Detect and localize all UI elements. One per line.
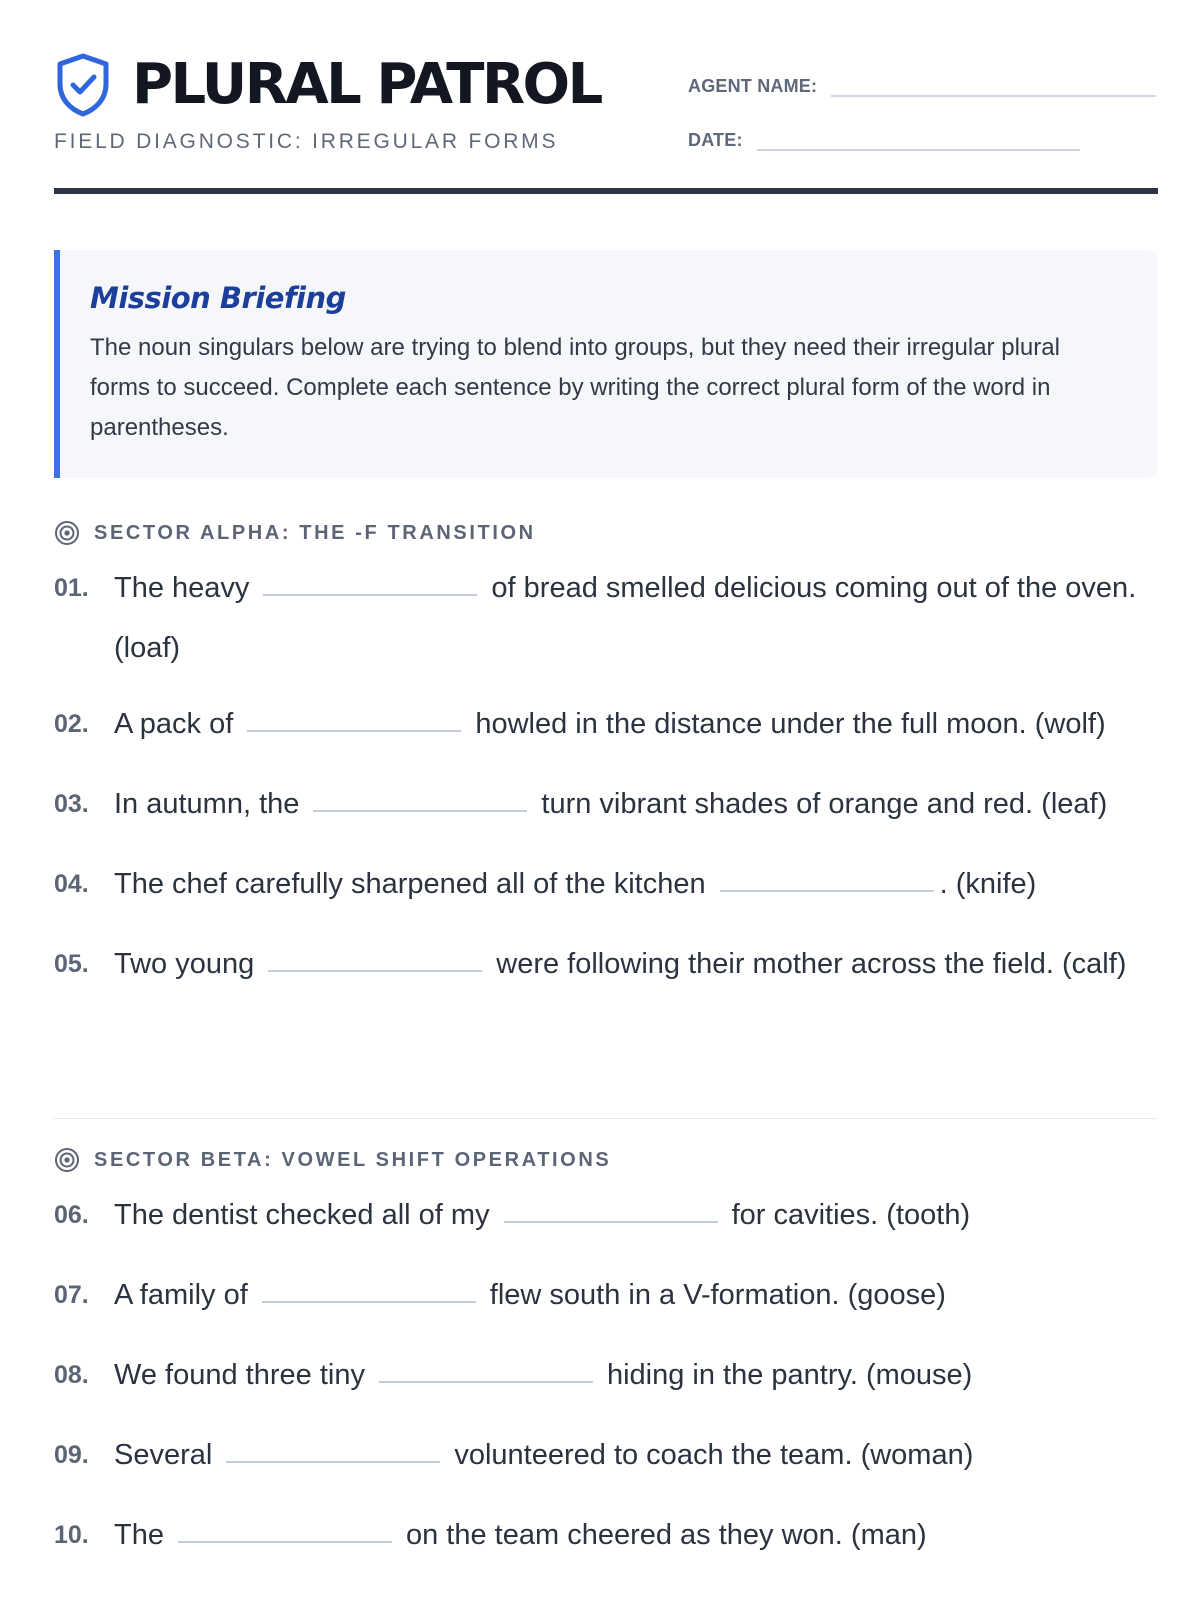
target-icon <box>54 1147 80 1173</box>
question-item <box>54 694 1158 754</box>
question-number: 07. <box>54 1281 89 1309</box>
question-number: 05. <box>54 950 89 978</box>
answer-blank[interactable] <box>720 890 934 892</box>
section-header <box>54 1145 1158 1175</box>
question-continuation: for cavities. (tooth) <box>731 1199 971 1231</box>
answer-blank[interactable] <box>504 1221 718 1223</box>
question-text <box>114 558 1158 678</box>
answer-blank[interactable] <box>262 1301 476 1303</box>
question-continuation: of bread smelled delicious coming out of the oven. (loaf) <box>114 572 1137 664</box>
question-number: 03. <box>54 790 89 818</box>
date-label: DATE: <box>688 130 743 150</box>
question-item <box>54 934 1158 994</box>
question-prompt: A pack of <box>114 708 234 740</box>
question-number: 04. <box>54 870 89 898</box>
answer-blank[interactable] <box>313 810 527 812</box>
section-beta <box>54 1145 1158 1551</box>
question-number: 10. <box>54 1521 89 1549</box>
question-continuation: turn vibrant shades of orange and red. (leaf) <box>541 788 1108 820</box>
section-title: SECTOR ALPHA: THE -F TRANSITION <box>94 521 536 544</box>
brand <box>54 52 601 118</box>
question-continuation: . (knife) <box>939 868 1037 900</box>
page-subtitle: FIELD DIAGNOSTIC: IRREGULAR FORMS <box>54 130 559 153</box>
question-item <box>54 1265 1158 1325</box>
section-header <box>54 518 1158 548</box>
question-number: 09. <box>54 1441 89 1469</box>
section-alpha <box>54 518 1158 980</box>
question-prompt: The <box>114 1519 164 1551</box>
question-number: 08. <box>54 1361 89 1389</box>
question-item <box>54 1505 1158 1565</box>
question-prompt: The dentist checked all of my <box>114 1199 490 1231</box>
question-continuation: flew south in a V-formation. (goose) <box>489 1279 946 1311</box>
question-number: 01. <box>54 574 89 602</box>
question-text <box>114 854 1158 914</box>
page-title: PLURAL PATROL <box>132 52 601 117</box>
question-number: 02. <box>54 710 89 738</box>
question-item <box>54 1185 1158 1245</box>
question-continuation: hiding in the pantry. (mouse) <box>606 1359 973 1391</box>
question-prompt: Several <box>114 1439 213 1471</box>
shield-check-icon <box>54 52 112 118</box>
agent-name-label: AGENT NAME: <box>688 76 818 96</box>
answer-blank[interactable] <box>379 1381 593 1383</box>
answer-blank[interactable] <box>263 594 477 596</box>
section-divider <box>54 1118 1158 1119</box>
question-text <box>114 1265 1158 1325</box>
question-text <box>114 694 1158 754</box>
question-number: 06. <box>54 1201 89 1229</box>
question-continuation: volunteered to coach the team. (woman) <box>454 1439 974 1471</box>
mission-briefing <box>54 250 1158 478</box>
question-text <box>114 1425 1158 1485</box>
section-title: SECTOR BETA: VOWEL SHIFT OPERATIONS <box>94 1148 612 1171</box>
answer-blank[interactable] <box>268 970 482 972</box>
question-continuation: on the team cheered as they won. (man) <box>405 1519 927 1551</box>
question-prompt: We found three tiny <box>114 1359 365 1391</box>
question-item <box>54 1425 1158 1485</box>
question-text <box>114 1185 1158 1245</box>
question-item <box>54 854 1158 914</box>
date-field[interactable] <box>757 133 1080 151</box>
question-text <box>114 1345 1158 1405</box>
target-icon <box>54 520 80 546</box>
question-item <box>54 558 1158 678</box>
date-row <box>688 130 1080 151</box>
question-prompt: The chef carefully sharpened all of the kitchen <box>114 868 706 900</box>
briefing-title: Mission Briefing <box>90 281 346 315</box>
question-prompt: The heavy <box>114 572 250 604</box>
header-divider <box>54 188 1158 194</box>
question-item <box>54 1345 1158 1405</box>
agent-name-row <box>688 76 1156 97</box>
question-item <box>54 774 1158 834</box>
question-text <box>114 1505 1158 1565</box>
question-text <box>114 934 1158 994</box>
question-continuation: were following their mother across the field. (calf) <box>496 948 1127 980</box>
question-continuation: howled in the distance under the full moon. (wolf) <box>475 708 1106 740</box>
briefing-text: The noun singulars below are trying to blend into groups, but they need their irregular plural forms to succeed. Complete each sentence by writing the correct plural form of the word in parentheses. <box>90 334 1060 441</box>
question-prompt: A family of <box>114 1279 248 1311</box>
answer-blank[interactable] <box>226 1461 440 1463</box>
worksheet-header <box>54 52 1158 192</box>
question-text <box>114 774 1158 834</box>
answer-blank[interactable] <box>178 1541 392 1543</box>
agent-name-field[interactable] <box>831 79 1156 97</box>
answer-blank[interactable] <box>247 730 461 732</box>
question-prompt: Two young <box>114 948 255 980</box>
question-prompt: In autumn, the <box>114 788 300 820</box>
